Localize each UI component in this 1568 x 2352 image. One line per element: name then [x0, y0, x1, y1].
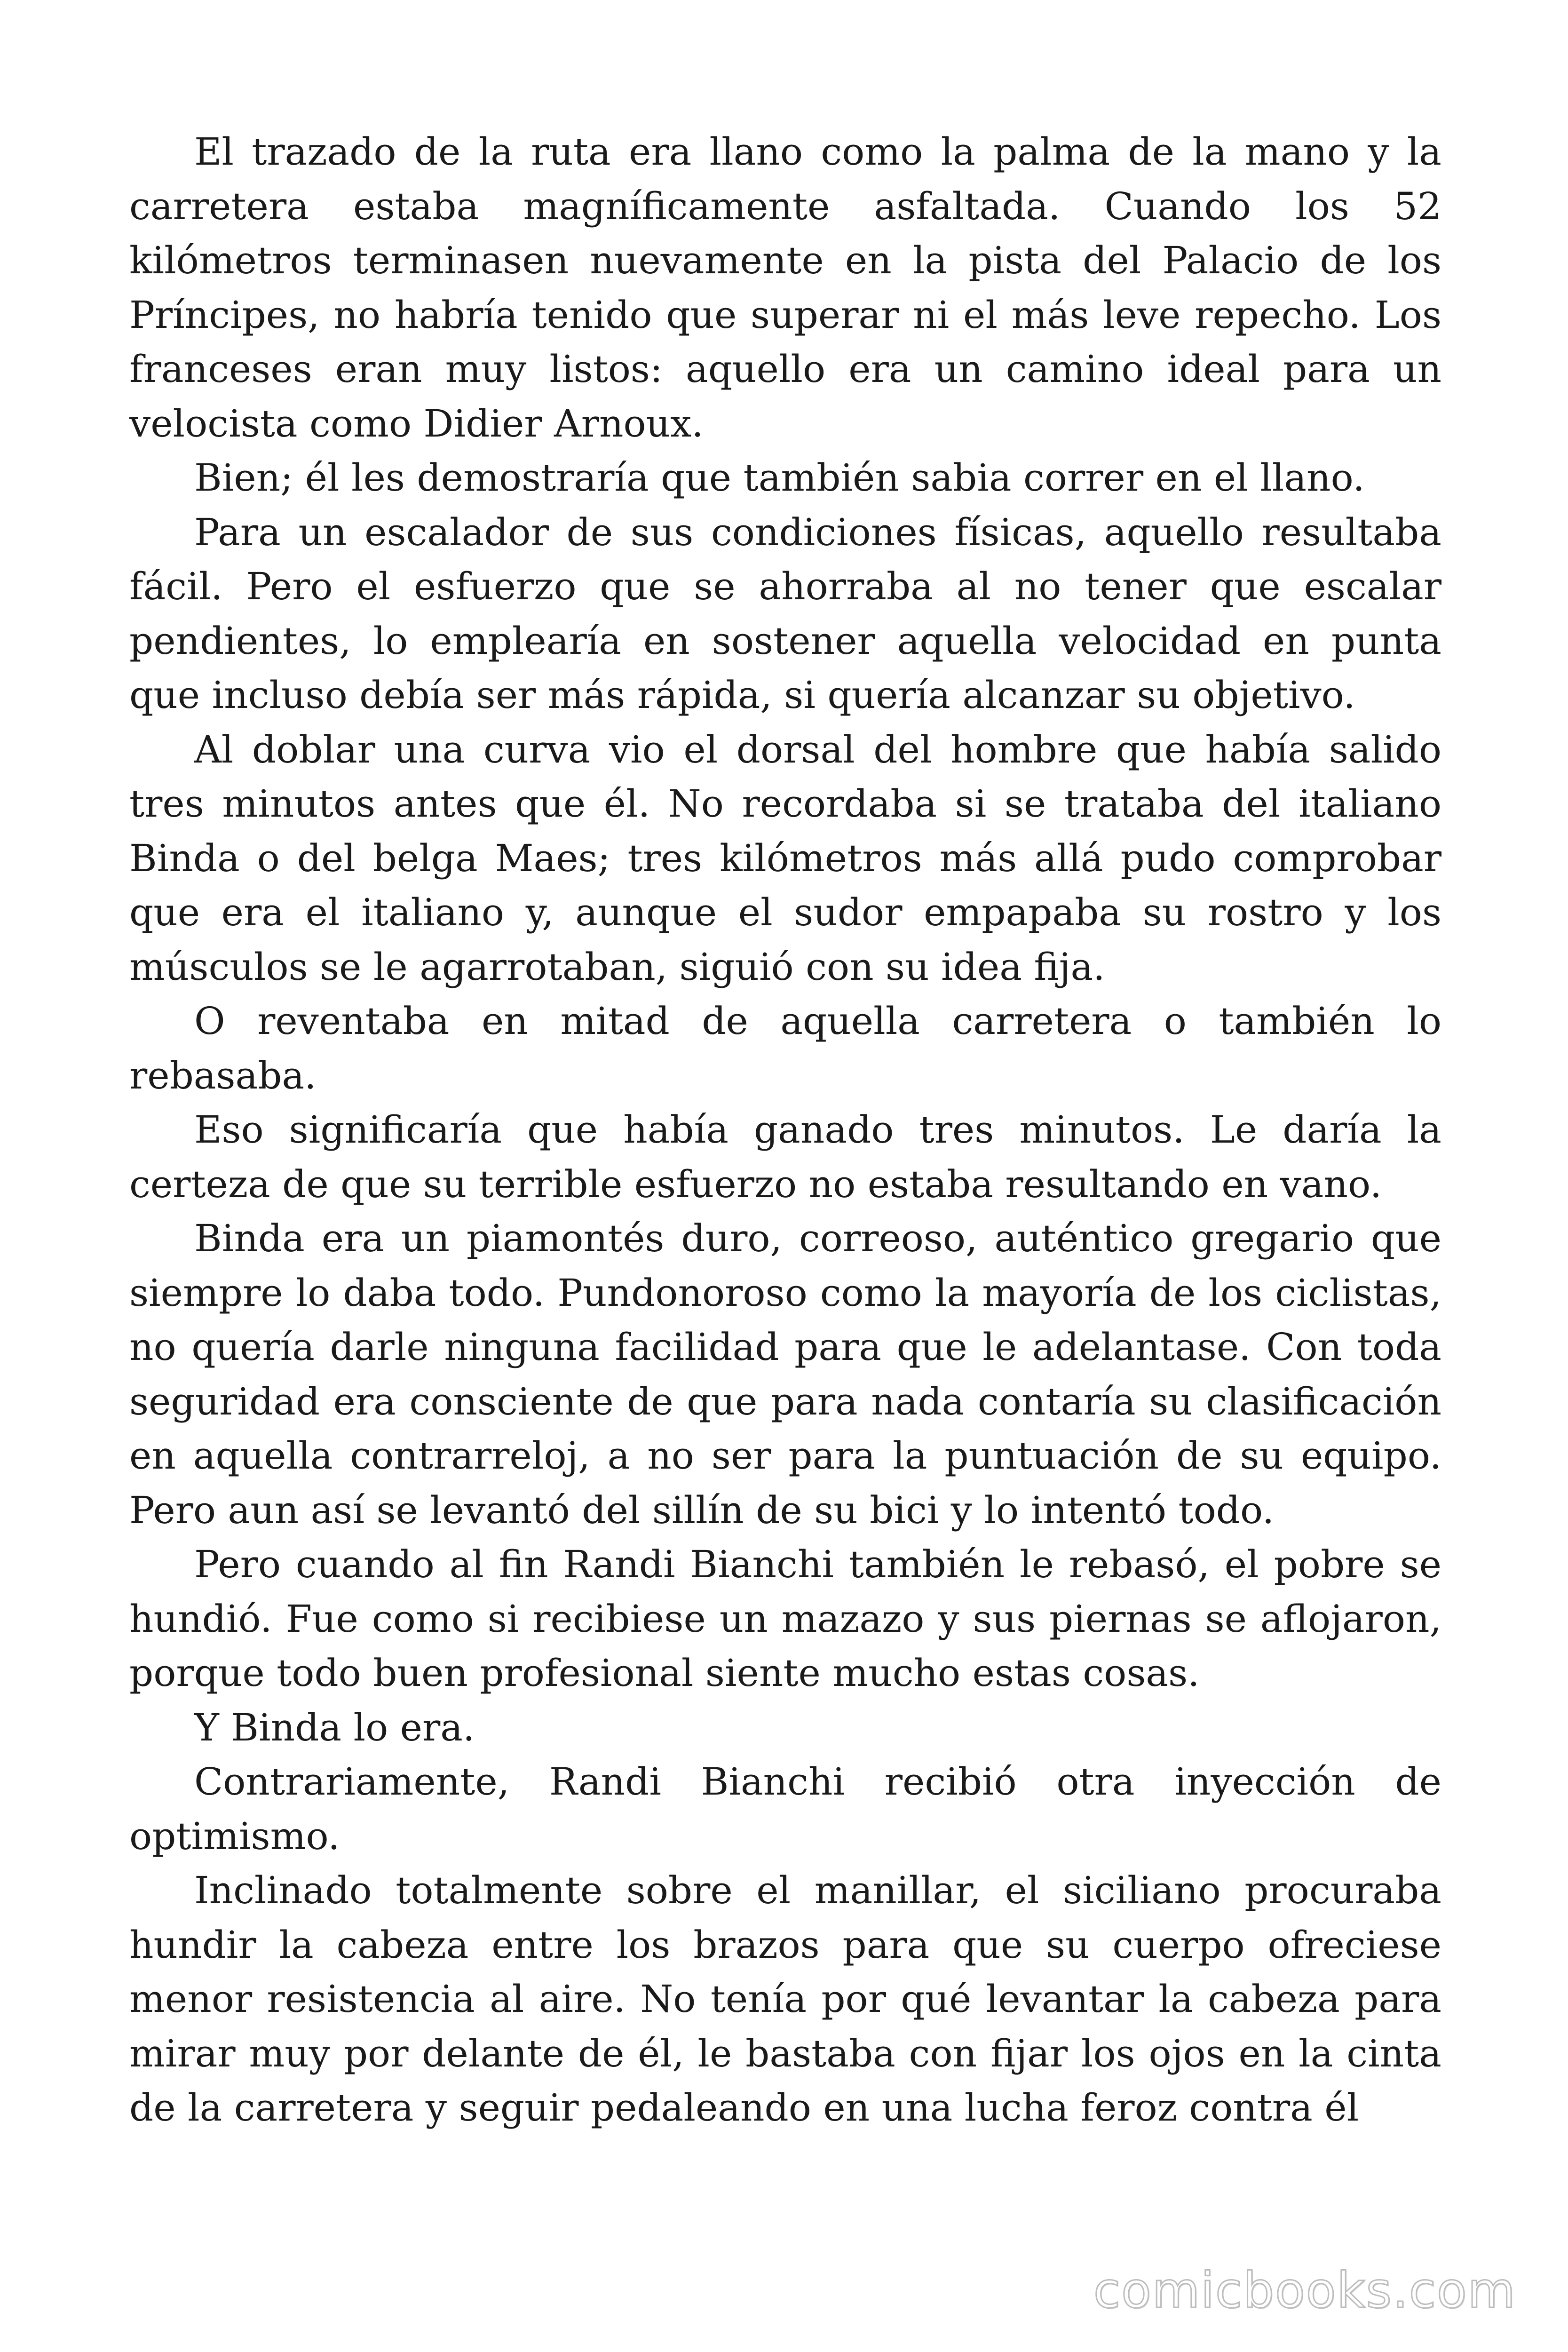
page-body — [129, 125, 1441, 2135]
paragraph-2: Bien; él les demostraría que también sabia correr en el llano. — [194, 456, 1365, 500]
paragraph-9: Y Binda lo era. — [194, 1705, 475, 1749]
paragraph-8: Pero cuando al fin Randi Bianchi también le rebasó, el pobre se hundió. Fue como si recibiese un mazazo y sus piernas se aflojaron, porque todo buen profesional siente mucho estas cosas. — [129, 1542, 1441, 1695]
paragraph-1: El trazado de la ruta era llano como la palma de la mano y la carretera estaba magníficamente asfaltada. Cuando los 52 kilómetros terminasen nuevamente en la pista del Palacio de los Príncipes, no habría tenido que superar ni el más leve repecho. Los franceses eran muy listos: aquello era un camino ideal para un velocista como Didier Arnoux. — [129, 130, 1441, 445]
paragraph-11: Inclinado totalmente sobre el manillar, el siciliano procuraba hundir la cabeza entre los brazos para que su cuerpo ofreciese menor resistencia al aire. No tenía por qué levantar la cabeza para mirar muy por delante de él, le bastaba con fijar los ojos en la cinta de la carretera y seguir pedaleando en una lucha feroz contra él — [129, 1868, 1441, 2130]
paragraph-5: O reventaba en mitad de aquella carretera o también lo rebasaba. — [129, 999, 1441, 1097]
paragraph-7: Binda era un piamontés duro, correoso, auténtico gregario que siempre lo daba todo. Pundonoroso como la mayoría de los ciclistas, no quería darle ninguna facilidad para que le adelantase. Con toda seguridad era consciente de que para nada contaría su clasificación en aquella contrarreloj, a no ser para la puntuación de su equipo. Pero aun así se levantó del sillín de su bici y lo intentó todo. — [129, 1216, 1441, 1532]
paragraph-4: Al doblar una curva vio el dorsal del hombre que había salido tres minutos antes que él. No recordaba si se trataba del italiano Binda o del belga Maes; tres kilómetros más allá pudo comprobar que era el italiano y, aunque el sudor empapaba su rostro y los músculos se le agarrotaban, siguió con su idea fija. — [129, 727, 1441, 989]
watermark-logo: comicbooks.com — [1093, 2262, 1516, 2319]
paragraph-6: Eso significaría que había ganado tres minutos. Le daría la certeza de que su terrible esfuerzo no estaba resultando en vano. — [129, 1108, 1441, 1206]
paragraph-3: Para un escalador de sus condiciones físicas, aquello resultaba fácil. Pero el esfuerzo que se ahorraba al no tener que escalar pendientes, lo emplearía en sostener aquella velocidad en punta que incluso debía ser más rápida, si quería alcanzar su objetivo. — [129, 510, 1441, 717]
paragraph-10: Contrariamente, Randi Bianchi recibió otra inyección de optimismo. — [129, 1760, 1441, 1858]
